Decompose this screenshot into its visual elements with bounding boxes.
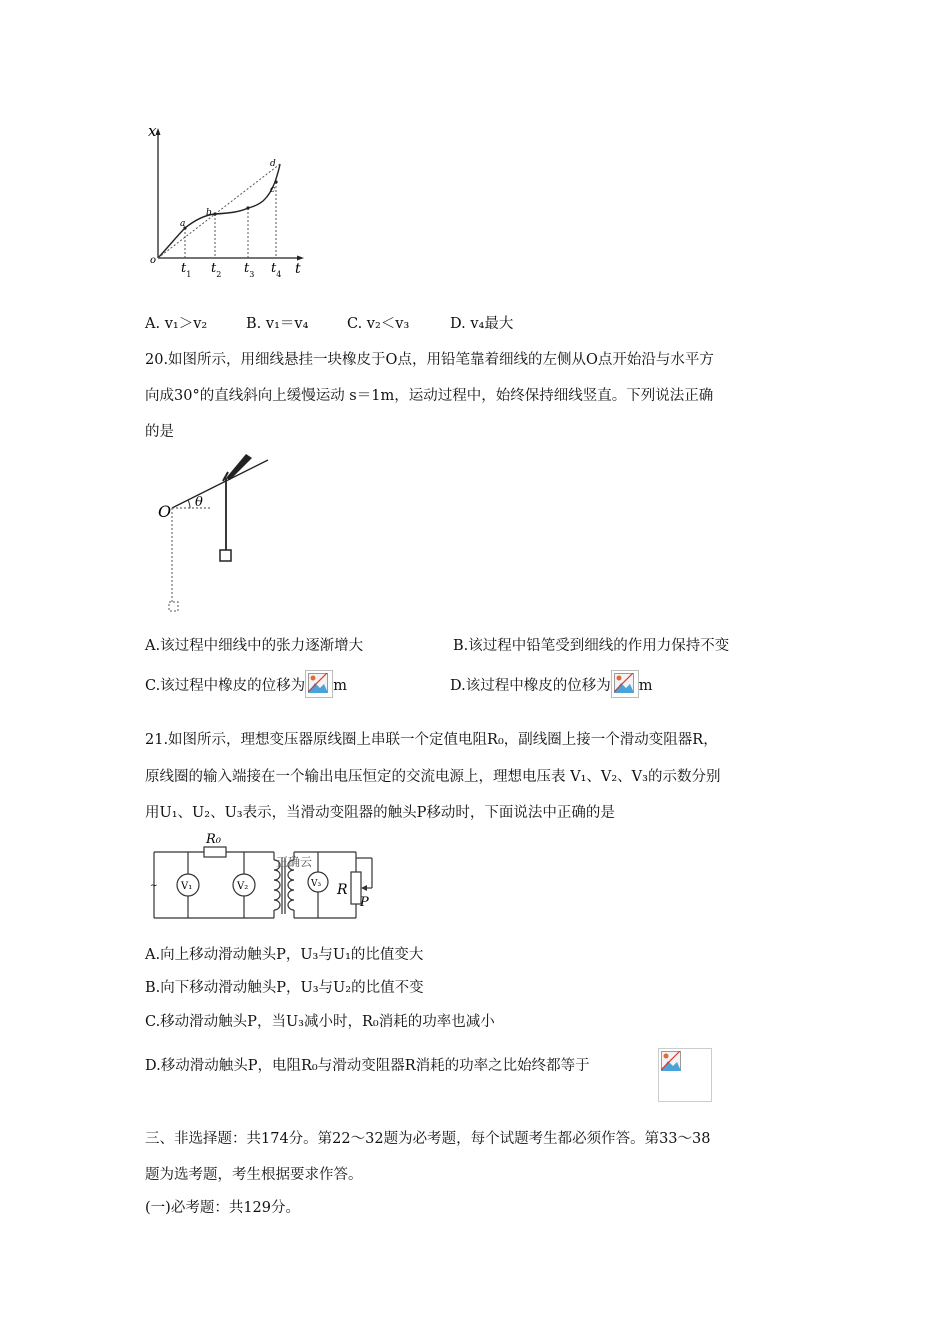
q21-text-line1: 21.如图所示，理想变压器原线圈上串联一个定值电阻R₀，副线圈上接一个滑动变阻器R， xyxy=(145,732,718,748)
r0-label: R₀ xyxy=(206,832,221,847)
pencil-figure xyxy=(150,450,280,620)
q20-text-line3: 的是 xyxy=(145,424,174,440)
p-label: P xyxy=(360,895,369,910)
theta-label: θ xyxy=(195,495,203,510)
q19-option-a: A. v₁＞v₂ xyxy=(145,316,208,332)
point-o-label: O xyxy=(158,502,172,521)
q20-option-d-unit: m xyxy=(638,678,653,694)
q20-text-line1: 20.如图所示，用细线悬挂一块橡皮于O点，用铅笔靠着细线的左侧从O点开始沿与水平方 xyxy=(145,352,714,368)
v3-label: V₃ xyxy=(311,879,322,889)
x-axis-label: t xyxy=(295,261,301,277)
q19-option-b: B. v₁＝v₄ xyxy=(246,316,309,332)
point-c-label: c xyxy=(270,185,276,195)
q20-option-d-text: D.该过程中橡皮的位移为 xyxy=(450,678,611,694)
q20-text-line2: 向成30°的直线斜向上缓慢运动 s＝1m，运动过程中，始终保持细线竖直。下列说法正确 xyxy=(145,388,714,404)
q21-text-line3: 用U₁、U₂、U₃表示，当滑动变阻器的触头P移动时，下面说法中正确的是 xyxy=(145,805,615,821)
tick-t2: $t_2$ xyxy=(211,261,222,279)
point-a-label: a xyxy=(180,219,186,229)
q21-option-c: C.移动滑动触头P，当U₃减小时，R₀消耗的功率也减小 xyxy=(145,1014,495,1030)
v1-label: V₁ xyxy=(181,881,193,892)
broken-image-icon xyxy=(611,670,639,698)
q20-option-d xyxy=(450,670,652,698)
q19-option-d: D. v₄最大 xyxy=(450,316,514,332)
q21-text-line2: 原线圈的输入端接在一个输出电压恒定的交流电源上，理想电压表 V₁、V₂、V₃的示数分别 xyxy=(145,769,721,785)
broken-image-icon xyxy=(305,670,333,698)
origin-label: o xyxy=(150,255,157,266)
broken-image-icon xyxy=(658,1048,712,1102)
q21-option-b: B.向下移动滑动触头P，U₃与U₂的比值不变 xyxy=(145,980,424,996)
q20-option-c-unit: m xyxy=(333,678,347,694)
tick-t4: $t_4$ xyxy=(271,261,282,279)
q21-option-a: A.向上移动滑动触头P，U₃与U₁的比值变大 xyxy=(145,947,424,963)
section3-line1: 三、非选择题：共174分。第22～32题为必考题，每个试题考生都必须作答。第33～38 xyxy=(145,1131,711,1147)
point-b-label: b xyxy=(206,208,212,218)
transformer-circuit xyxy=(148,830,388,922)
v2-label: V₂ xyxy=(237,881,249,892)
tick-t1: $t_1$ xyxy=(181,261,192,279)
q20-option-b: B.该过程中铅笔受到细线的作用力保持不变 xyxy=(453,638,730,654)
q20-option-a: A.该过程中细线中的张力逐渐增大 xyxy=(145,638,364,654)
q19-option-c: C. v₂＜v₃ xyxy=(347,316,410,332)
xt-graph xyxy=(140,120,310,280)
y-axis-label: x xyxy=(148,122,157,140)
tick-t3: $t_3$ xyxy=(244,261,255,279)
source-label: ~ xyxy=(150,881,158,891)
section3-line2: 题为选考题，考生根据要求作答。 xyxy=(145,1167,363,1183)
q21-option-d: D.移动滑动触头P，电阻R₀与滑动变阻器R消耗的功率之比始终都等于 xyxy=(145,1058,590,1074)
watermark-text: 正确云 xyxy=(276,855,313,869)
r-label: R xyxy=(337,882,348,898)
q20-option-c xyxy=(145,670,347,698)
point-d-label: d xyxy=(270,159,276,169)
section3-line3: (一)必考题：共129分。 xyxy=(145,1200,300,1216)
q20-option-c-text: C.该过程中橡皮的位移为 xyxy=(145,678,306,694)
